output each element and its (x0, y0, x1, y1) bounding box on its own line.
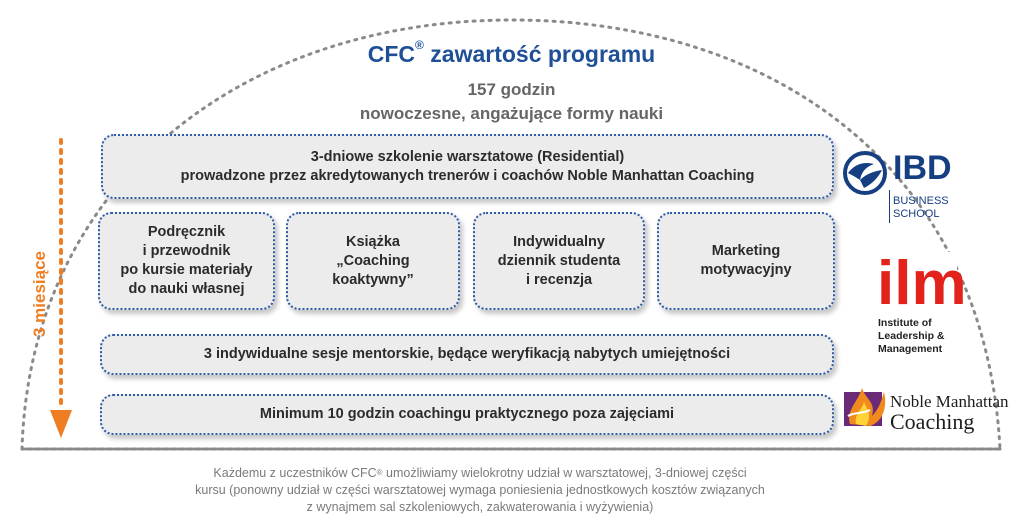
residential-workshop-text: 3-dniowe szkolenie warsztatowe (Residential) prowadzone przez akredytowanych trenerów i coachów Noble Manhattan Coaching (180, 148, 755, 184)
footnote-text: Każdemu z uczestników CFC® umożliwiamy wielokrotny udział w warsztatowej, 3-dniowej części kursu (ponowny udział w części warsztatowej wymaga poniesienia jednostkowych kosztów związanych z wynajmem sal szkoleniowych, zakwaterowania i wyżywienia) (195, 466, 765, 514)
mentoring-sessions-box (100, 334, 834, 375)
ibd-emblem-icon (842, 150, 888, 196)
tagline-text: nowoczesne, angażujące formy nauki (359, 104, 664, 123)
practical-coaching-box (100, 394, 834, 435)
practical-coaching-text: Minimum 10 godzin coachingu praktycznego poza zajęciami (259, 406, 675, 422)
nmc-logo-line1: Noble Manhattan (890, 392, 1009, 411)
ilm-logo-subtitle: Institute of Leadership & Management (878, 317, 945, 355)
material-book-text: Książka „Coaching koaktywny” (332, 233, 414, 288)
nmc-logo-text (890, 392, 1009, 434)
residential-workshop-box (101, 134, 834, 199)
nmc-logo-line2: Coaching (890, 409, 975, 434)
ilm-logo-icon (877, 249, 967, 318)
ibd-logo-subtitle: BUSINESS SCHOOL (893, 195, 949, 220)
material-box-handbook (98, 212, 275, 310)
hours-text: 157 godzin (467, 80, 556, 99)
material-box-book (286, 212, 460, 310)
material-handbook-text: Podręcznik i przewodnik po kursie materiały do nauki własnej (120, 224, 253, 297)
material-box-marketing (657, 212, 835, 310)
mentoring-sessions-text: 3 indywidualne sesje mentorskie, będące weryfikacją nabytych umiejętności (203, 346, 731, 362)
svg-text:ilm: ilm (877, 249, 967, 318)
ibd-logo-text: IBD (893, 149, 952, 187)
material-journal-text: Indywidualny dziennik studenta i recenzja (497, 233, 621, 288)
program-title: CFC® zawartość programu (367, 38, 656, 67)
material-marketing-text: Marketing motywacyjny (700, 243, 792, 278)
duration-label: 3 miesiące (30, 250, 49, 338)
material-box-journal (473, 212, 645, 310)
ibd-divider (889, 190, 890, 223)
nmc-flame-icon (840, 380, 890, 430)
